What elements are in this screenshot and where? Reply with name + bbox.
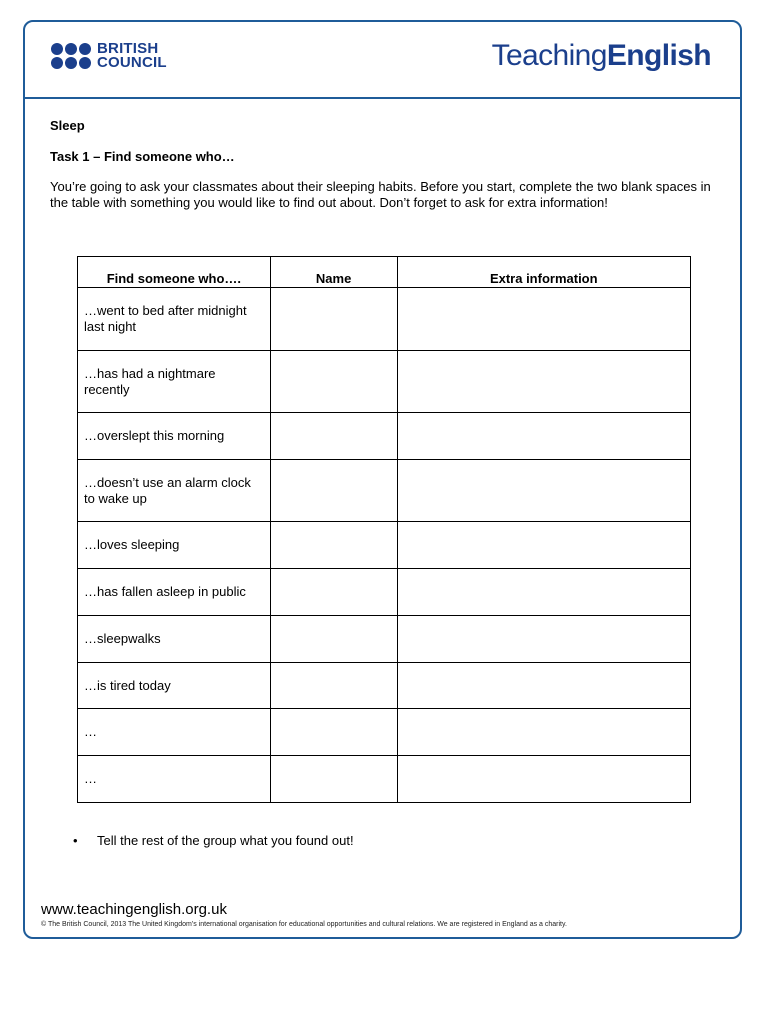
column-header-name: Name xyxy=(270,257,397,288)
name-cell[interactable] xyxy=(270,709,397,756)
extra-info-cell[interactable] xyxy=(397,460,691,522)
logo-english: English xyxy=(606,39,711,72)
table-row xyxy=(78,709,691,756)
who-cell: …has fallen asleep in public xyxy=(78,569,271,616)
extra-info-cell[interactable] xyxy=(397,351,691,413)
british-council-wordmark: BRITISH COUNCIL xyxy=(97,40,167,71)
who-cell: …went to bed after midnight last night xyxy=(78,288,271,351)
name-cell[interactable] xyxy=(270,460,397,522)
table-row xyxy=(78,616,691,663)
table-row xyxy=(78,288,691,351)
table-row xyxy=(78,460,691,522)
who-cell: …is tired today xyxy=(78,663,271,709)
who-cell: …overslept this morning xyxy=(78,413,271,460)
extra-info-cell[interactable] xyxy=(397,616,691,663)
extra-info-cell[interactable] xyxy=(397,413,691,460)
name-cell[interactable] xyxy=(270,522,397,569)
who-cell: …has had a nightmare recently xyxy=(78,351,271,413)
name-cell[interactable] xyxy=(270,288,397,351)
table-row xyxy=(78,351,691,413)
table-row xyxy=(78,756,691,803)
extra-info-cell[interactable] xyxy=(397,288,691,351)
task-instructions: You’re going to ask your classmates about their sleeping habits. Before you start, complete the two blank spaces in the table with something you would like to find out about. Don’t forget to ask for extra information! xyxy=(50,179,711,210)
name-cell[interactable] xyxy=(270,351,397,413)
extra-info-cell[interactable] xyxy=(397,756,691,803)
who-cell: … xyxy=(78,709,271,756)
footer-copyright: © The British Council, 2013 The United Kingdom’s international organisation for educational opportunities and cultural relations. We are registered in England as a charity. xyxy=(41,921,567,928)
find-someone-table xyxy=(77,256,691,803)
extra-info-cell[interactable] xyxy=(397,709,691,756)
table-row xyxy=(78,663,691,709)
footer-website-link[interactable]: www.teachingenglish.org.uk xyxy=(41,901,227,918)
who-cell: …sleepwalks xyxy=(78,616,271,663)
who-cell: …loves sleeping xyxy=(78,522,271,569)
name-cell[interactable] xyxy=(270,756,397,803)
name-cell[interactable] xyxy=(270,413,397,460)
british-council-dots-icon xyxy=(51,43,91,69)
name-cell[interactable] xyxy=(270,616,397,663)
british-council-logo xyxy=(51,42,167,70)
document-title: Sleep xyxy=(50,118,85,133)
table-header-row xyxy=(78,257,691,288)
name-cell[interactable] xyxy=(270,663,397,709)
table-row xyxy=(78,413,691,460)
teaching-english-logo xyxy=(492,39,711,73)
name-cell[interactable] xyxy=(270,569,397,616)
table-row xyxy=(78,522,691,569)
column-header-extra: Extra information xyxy=(397,257,691,288)
extra-info-cell[interactable] xyxy=(397,663,691,709)
logo-teaching: Teaching xyxy=(491,39,607,72)
bullet-text: Tell the rest of the group what you found out! xyxy=(97,833,354,848)
column-header-find: Find someone who…. xyxy=(78,257,271,288)
header-divider xyxy=(25,97,740,99)
who-cell: … xyxy=(78,756,271,803)
table-row xyxy=(78,569,691,616)
who-cell: …doesn’t use an alarm clock to wake up xyxy=(78,460,271,522)
extra-info-cell[interactable] xyxy=(397,522,691,569)
bullet-marker: • xyxy=(73,833,78,848)
extra-info-cell[interactable] xyxy=(397,569,691,616)
bullet-item xyxy=(73,833,354,848)
task-title: Task 1 – Find someone who… xyxy=(50,149,235,164)
